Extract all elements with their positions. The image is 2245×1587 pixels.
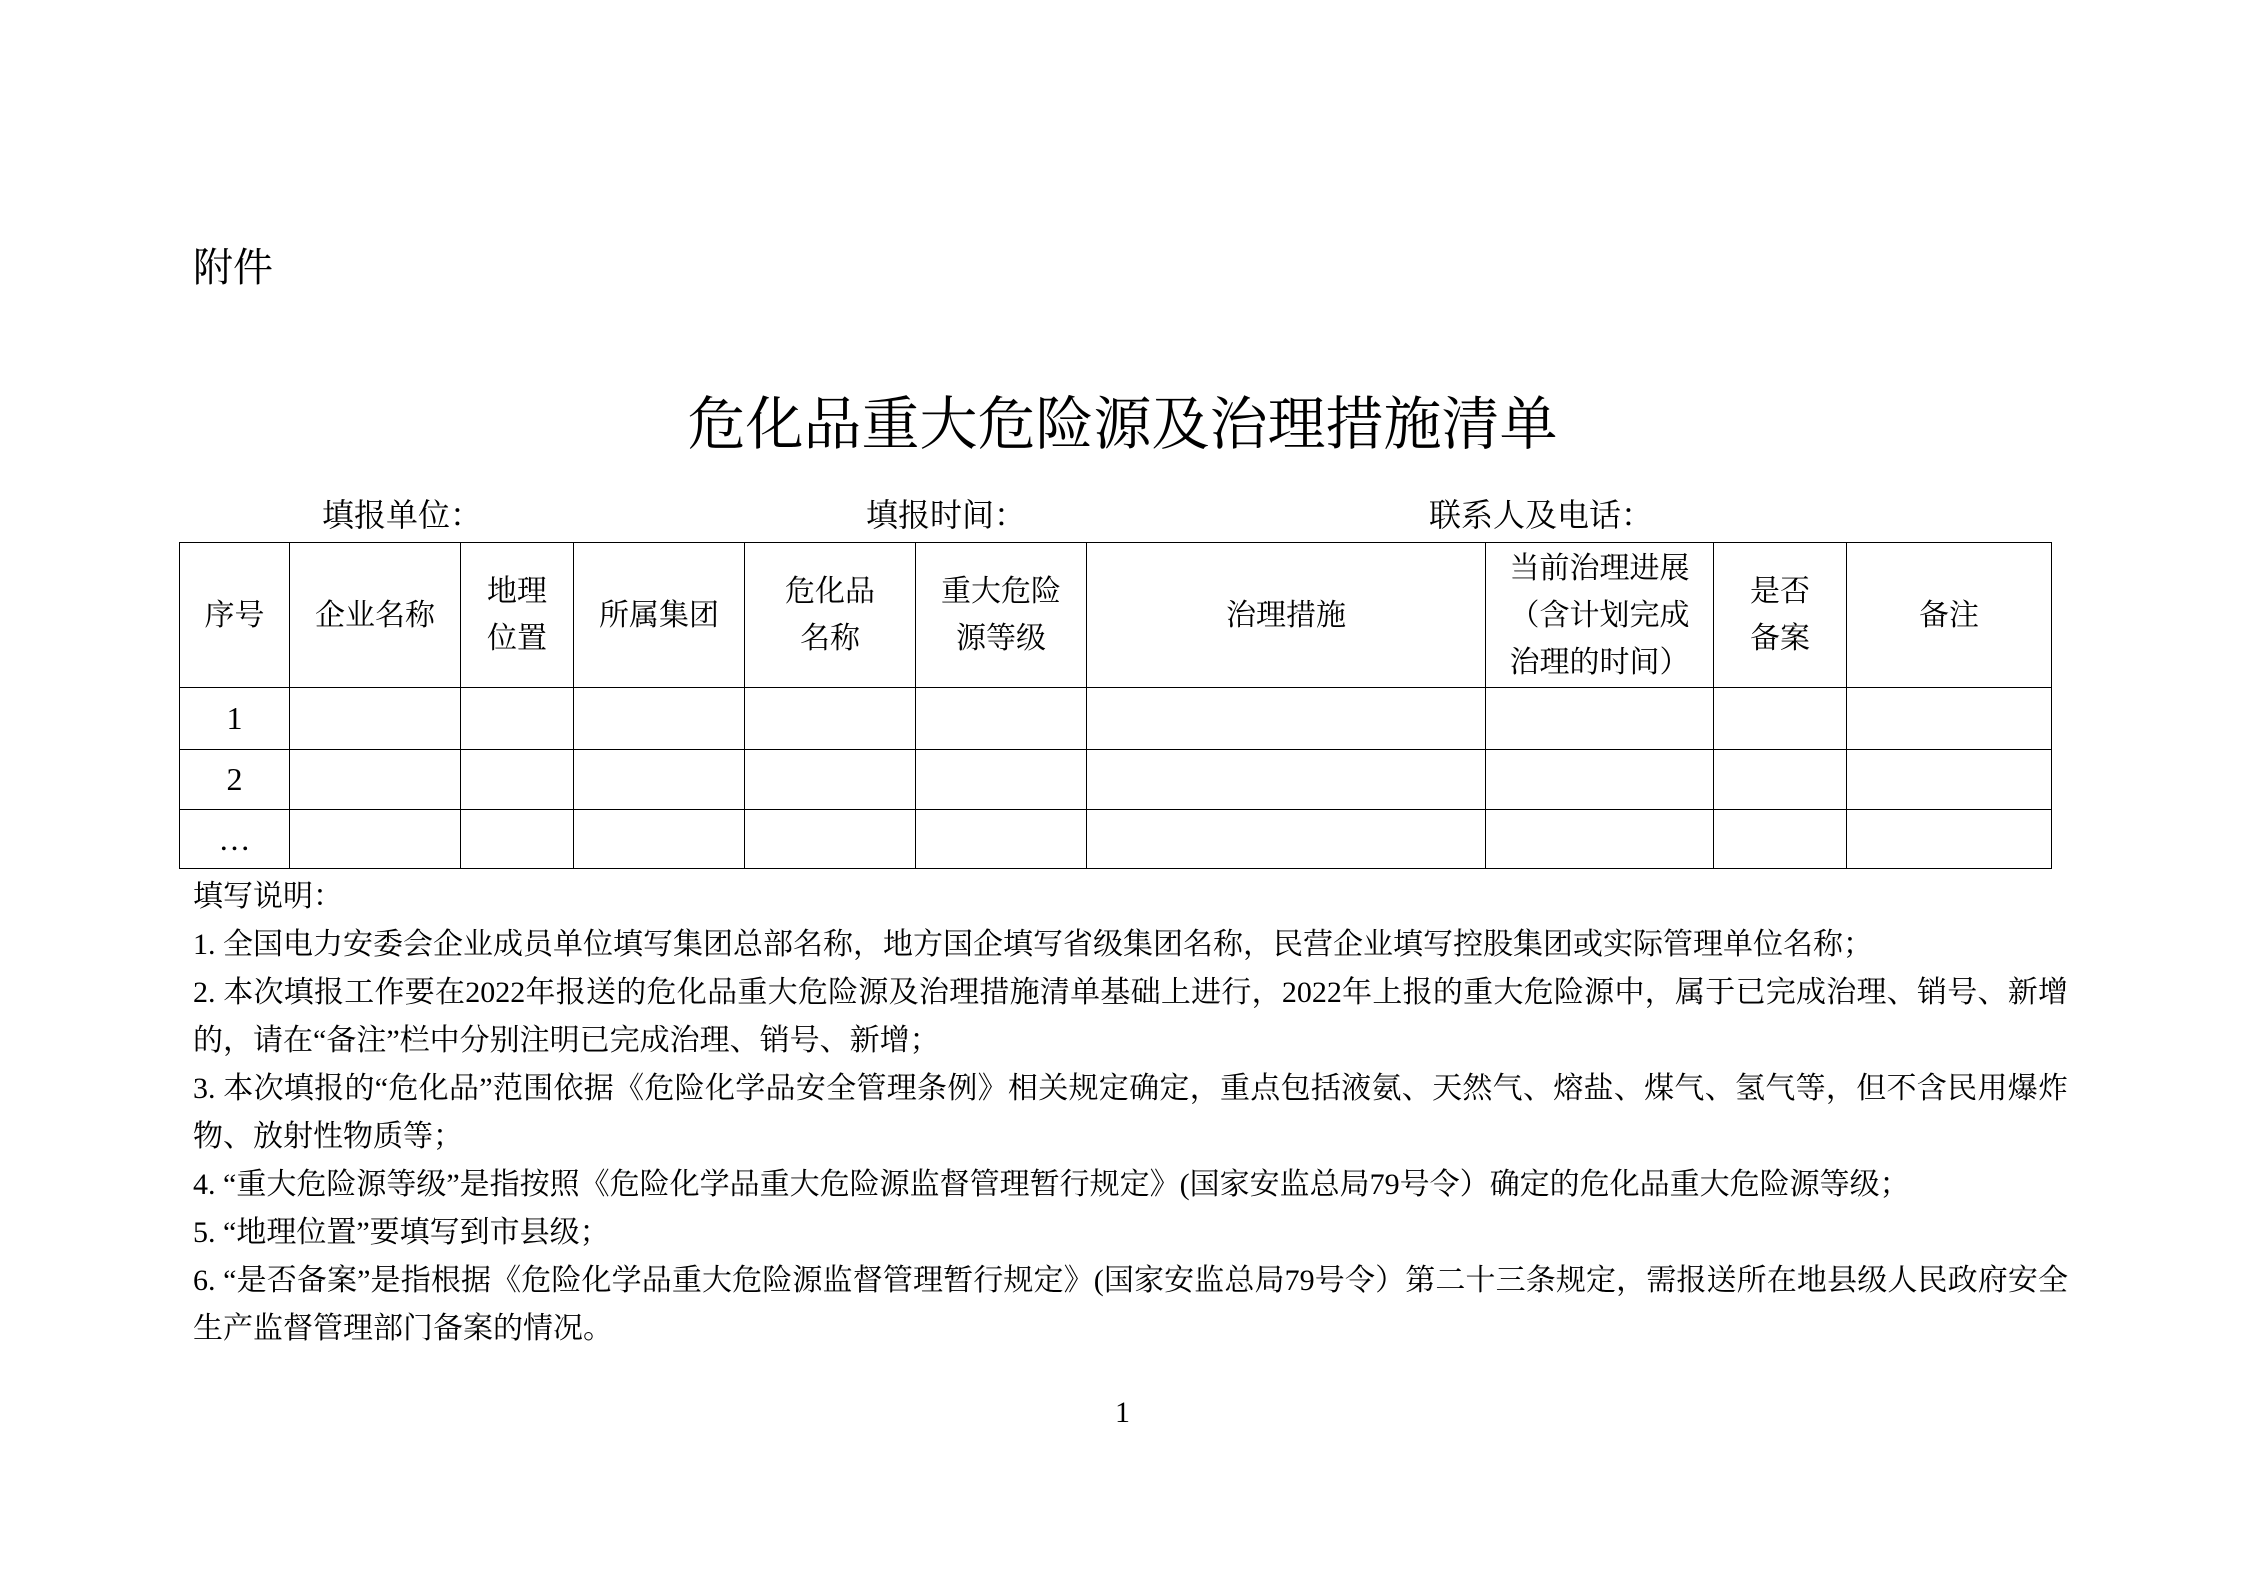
reporting-time-label: 填报时间：	[866, 496, 1027, 534]
header-cell-seq: 序号	[180, 543, 290, 688]
header-cell-group: 所属集团	[574, 543, 745, 688]
table-cell	[916, 750, 1087, 810]
table-header-row	[180, 543, 2052, 688]
header-cell-filed: 是否 备案	[1714, 543, 1847, 688]
document-title: 危化品重大危险源及治理措施清单	[687, 390, 1558, 458]
instruction-item-6: 6. “是否备案”是指根据《危险化学品重大危险源监督管理暂行规定》(国家安监总局79号令）第二十三条规定，需报送所在地县级人民政府安全生产监督管理部门备案的情况。	[193, 1264, 2068, 1345]
filling-instructions	[193, 873, 2068, 1353]
row-seq-cell: 1	[180, 688, 290, 750]
header-cell-remarks: 备注	[1847, 543, 2052, 688]
table-cell	[1087, 750, 1486, 810]
header-cell-hazard-level: 重大危险 源等级	[916, 543, 1087, 688]
contact-label: 联系人及电话：	[1429, 496, 1654, 534]
instructions-heading: 填写说明：	[193, 880, 343, 913]
table-cell	[574, 688, 745, 750]
table-cell	[290, 810, 461, 869]
instruction-item-3: 3. 本次填报的“危化品”范围依据《危险化学品安全管理条例》相关规定确定，重点包括液氨、天然气、熔盐、煤气、氢气等，但不含民用爆炸物、放射性物质等；	[193, 1072, 2068, 1153]
reporting-unit-label: 填报单位：	[322, 496, 483, 534]
table-cell	[1486, 750, 1714, 810]
table-cell	[290, 750, 461, 810]
table-cell	[290, 688, 461, 750]
row-seq-cell: …	[180, 810, 290, 869]
hazard-source-table	[179, 542, 2052, 869]
table-cell	[461, 750, 574, 810]
table-cell	[1087, 810, 1486, 869]
header-cell-chemical-name: 危化品 名称	[745, 543, 916, 688]
table-cell	[574, 810, 745, 869]
instruction-item-2: 2. 本次填报工作要在2022年报送的危化品重大危险源及治理措施清单基础上进行，2022年上报的重大危险源中，属于已完成治理、销号、新增的，请在“备注”栏中分别注明已完成治理、销号、新增；	[193, 976, 2068, 1057]
table-cell	[1847, 688, 2052, 750]
table-cell	[1847, 810, 2052, 869]
page-number: 1	[1115, 1396, 1130, 1429]
header-cell-progress: 当前治理进展 （含计划完成 治理的时间）	[1486, 543, 1714, 688]
header-cell-location: 地理 位置	[461, 543, 574, 688]
table-cell	[461, 688, 574, 750]
header-cell-company-name: 企业名称	[290, 543, 461, 688]
attachment-label: 附件	[193, 245, 273, 291]
instruction-item-4: 4. “重大危险源等级”是指按照《危险化学品重大危险源监督管理暂行规定》(国家安监总局79号令）确定的危化品重大危险源等级；	[193, 1168, 1910, 1201]
table-cell	[916, 688, 1087, 750]
table-cell	[745, 688, 916, 750]
table-row	[180, 688, 2052, 750]
row-seq-cell: 2	[180, 750, 290, 810]
instruction-item-1: 1. 全国电力安委会企业成员单位填写集团总部名称，地方国企填写省级集团名称，民营企业填写控股集团或实际管理单位名称；	[193, 928, 1873, 961]
table-cell	[916, 810, 1087, 869]
table-cell	[1486, 810, 1714, 869]
table-cell	[745, 750, 916, 810]
table-cell	[1714, 750, 1847, 810]
header-cell-measures: 治理措施	[1087, 543, 1486, 688]
table-cell	[1486, 688, 1714, 750]
instruction-item-5: 5. “地理位置”要填写到市县级；	[193, 1216, 610, 1249]
table-row	[180, 810, 2052, 869]
table-row	[180, 750, 2052, 810]
table-cell	[1714, 810, 1847, 869]
table-cell	[1847, 750, 2052, 810]
table-cell	[461, 810, 574, 869]
table-cell	[1714, 688, 1847, 750]
table-cell	[745, 810, 916, 869]
table-cell	[1087, 688, 1486, 750]
table-cell	[574, 750, 745, 810]
